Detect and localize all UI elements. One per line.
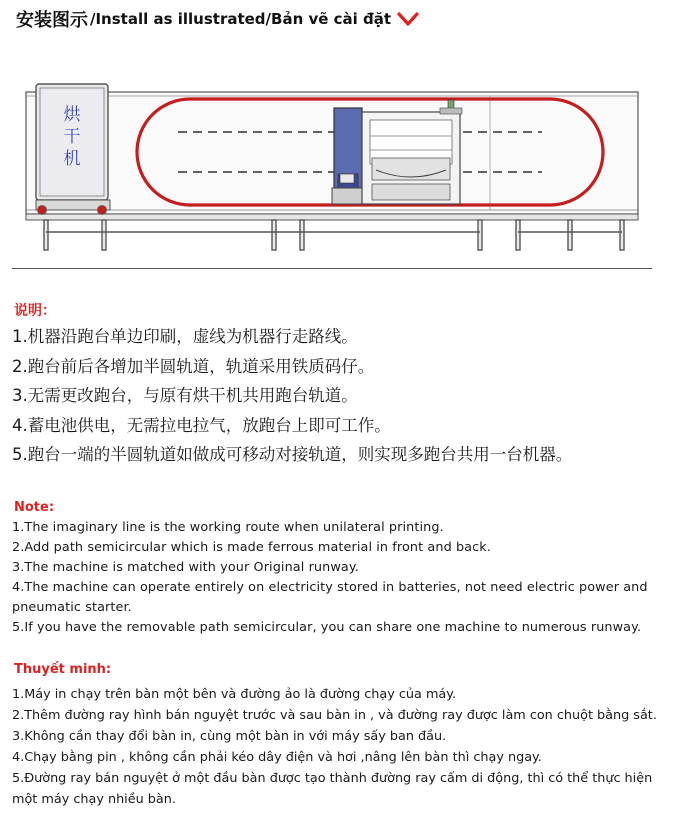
installation-diagram — [0, 74, 680, 264]
list-item: 1.机器沿跑台单边印刷，虚线为机器行走路线。 — [12, 327, 358, 346]
list-item: 3.无需更改跑台，与原有烘干机共用跑台轨道。 — [12, 386, 358, 405]
list-item: 4.The machine can operate entirely on electricity stored in batteries, not need electric power and pneumatic starter. — [12, 580, 648, 615]
dryer-label-char: 机 — [63, 149, 81, 169]
vietnamese-notes-list — [12, 684, 674, 810]
page-header — [16, 6, 419, 32]
runway-legs — [40, 220, 624, 250]
list-item: 2.Add path semicircular which is made ferrous material in front and back. — [12, 540, 491, 555]
list-item: 1.The imaginary line is the working route when unilateral printing. — [12, 520, 444, 535]
dryer-label-char: 烘 — [63, 105, 81, 125]
list-item: 3.The machine is matched with your Original runway. — [12, 560, 359, 575]
list-item: 5.If you have the removable path semicircular, you can share one machine to numerous runway. — [12, 620, 642, 635]
vietnamese-notes-title: Thuyết minh: — [14, 662, 112, 677]
english-notes-list — [12, 518, 672, 638]
header-title-cn: 安装图示 — [16, 10, 88, 31]
list-item: 2.Thêm đường ray hình bán nguyệt trước và sau bàn in , và đường ray được làm con chuột bằng sắt. — [12, 708, 657, 723]
list-item: 4.蓄电池供电，无需拉电拉气，放跑台上即可工作。 — [12, 415, 391, 435]
dryer-machine — [36, 84, 110, 215]
section-divider — [12, 268, 652, 269]
list-item: 2.跑台前后各增加半圆轨道，轨道采用铁质码仔。 — [12, 356, 375, 376]
header-title-multilang: /Install as illustrated/Bản vẽ cài đặt — [90, 10, 392, 28]
list-item: 1.Máy in chạy trên bàn một bên và đường ảo là đường chạy của máy. — [12, 687, 457, 702]
chinese-notes-title: 说明： — [14, 303, 56, 319]
chinese-notes-list — [12, 322, 672, 470]
chevron-down-icon — [397, 11, 419, 27]
list-item: 5.跑台一端的半圆轨道如做成可移动对接轨道，则实现多跑台共用一台机器。 — [12, 445, 573, 464]
list-item: 3.Không cần thay đổi bàn in, cùng một bàn in với máy sấy ban đầu. — [12, 729, 447, 744]
list-item: 5.Đường ray bán nguyệt ở một đầu bàn được tạo thành đường ray cấm di động, thì có thể thực hiện một máy chạy nhiều bàn. — [12, 771, 653, 807]
english-notes-title: Note: — [14, 500, 55, 515]
printing-machine — [332, 100, 462, 204]
list-item: 4.Chạy bằng pin , không cần phải kéo dây điện và hơi ,nâng lên bàn thì chạy ngay. — [12, 750, 542, 765]
dryer-label-char: 干 — [63, 127, 81, 147]
